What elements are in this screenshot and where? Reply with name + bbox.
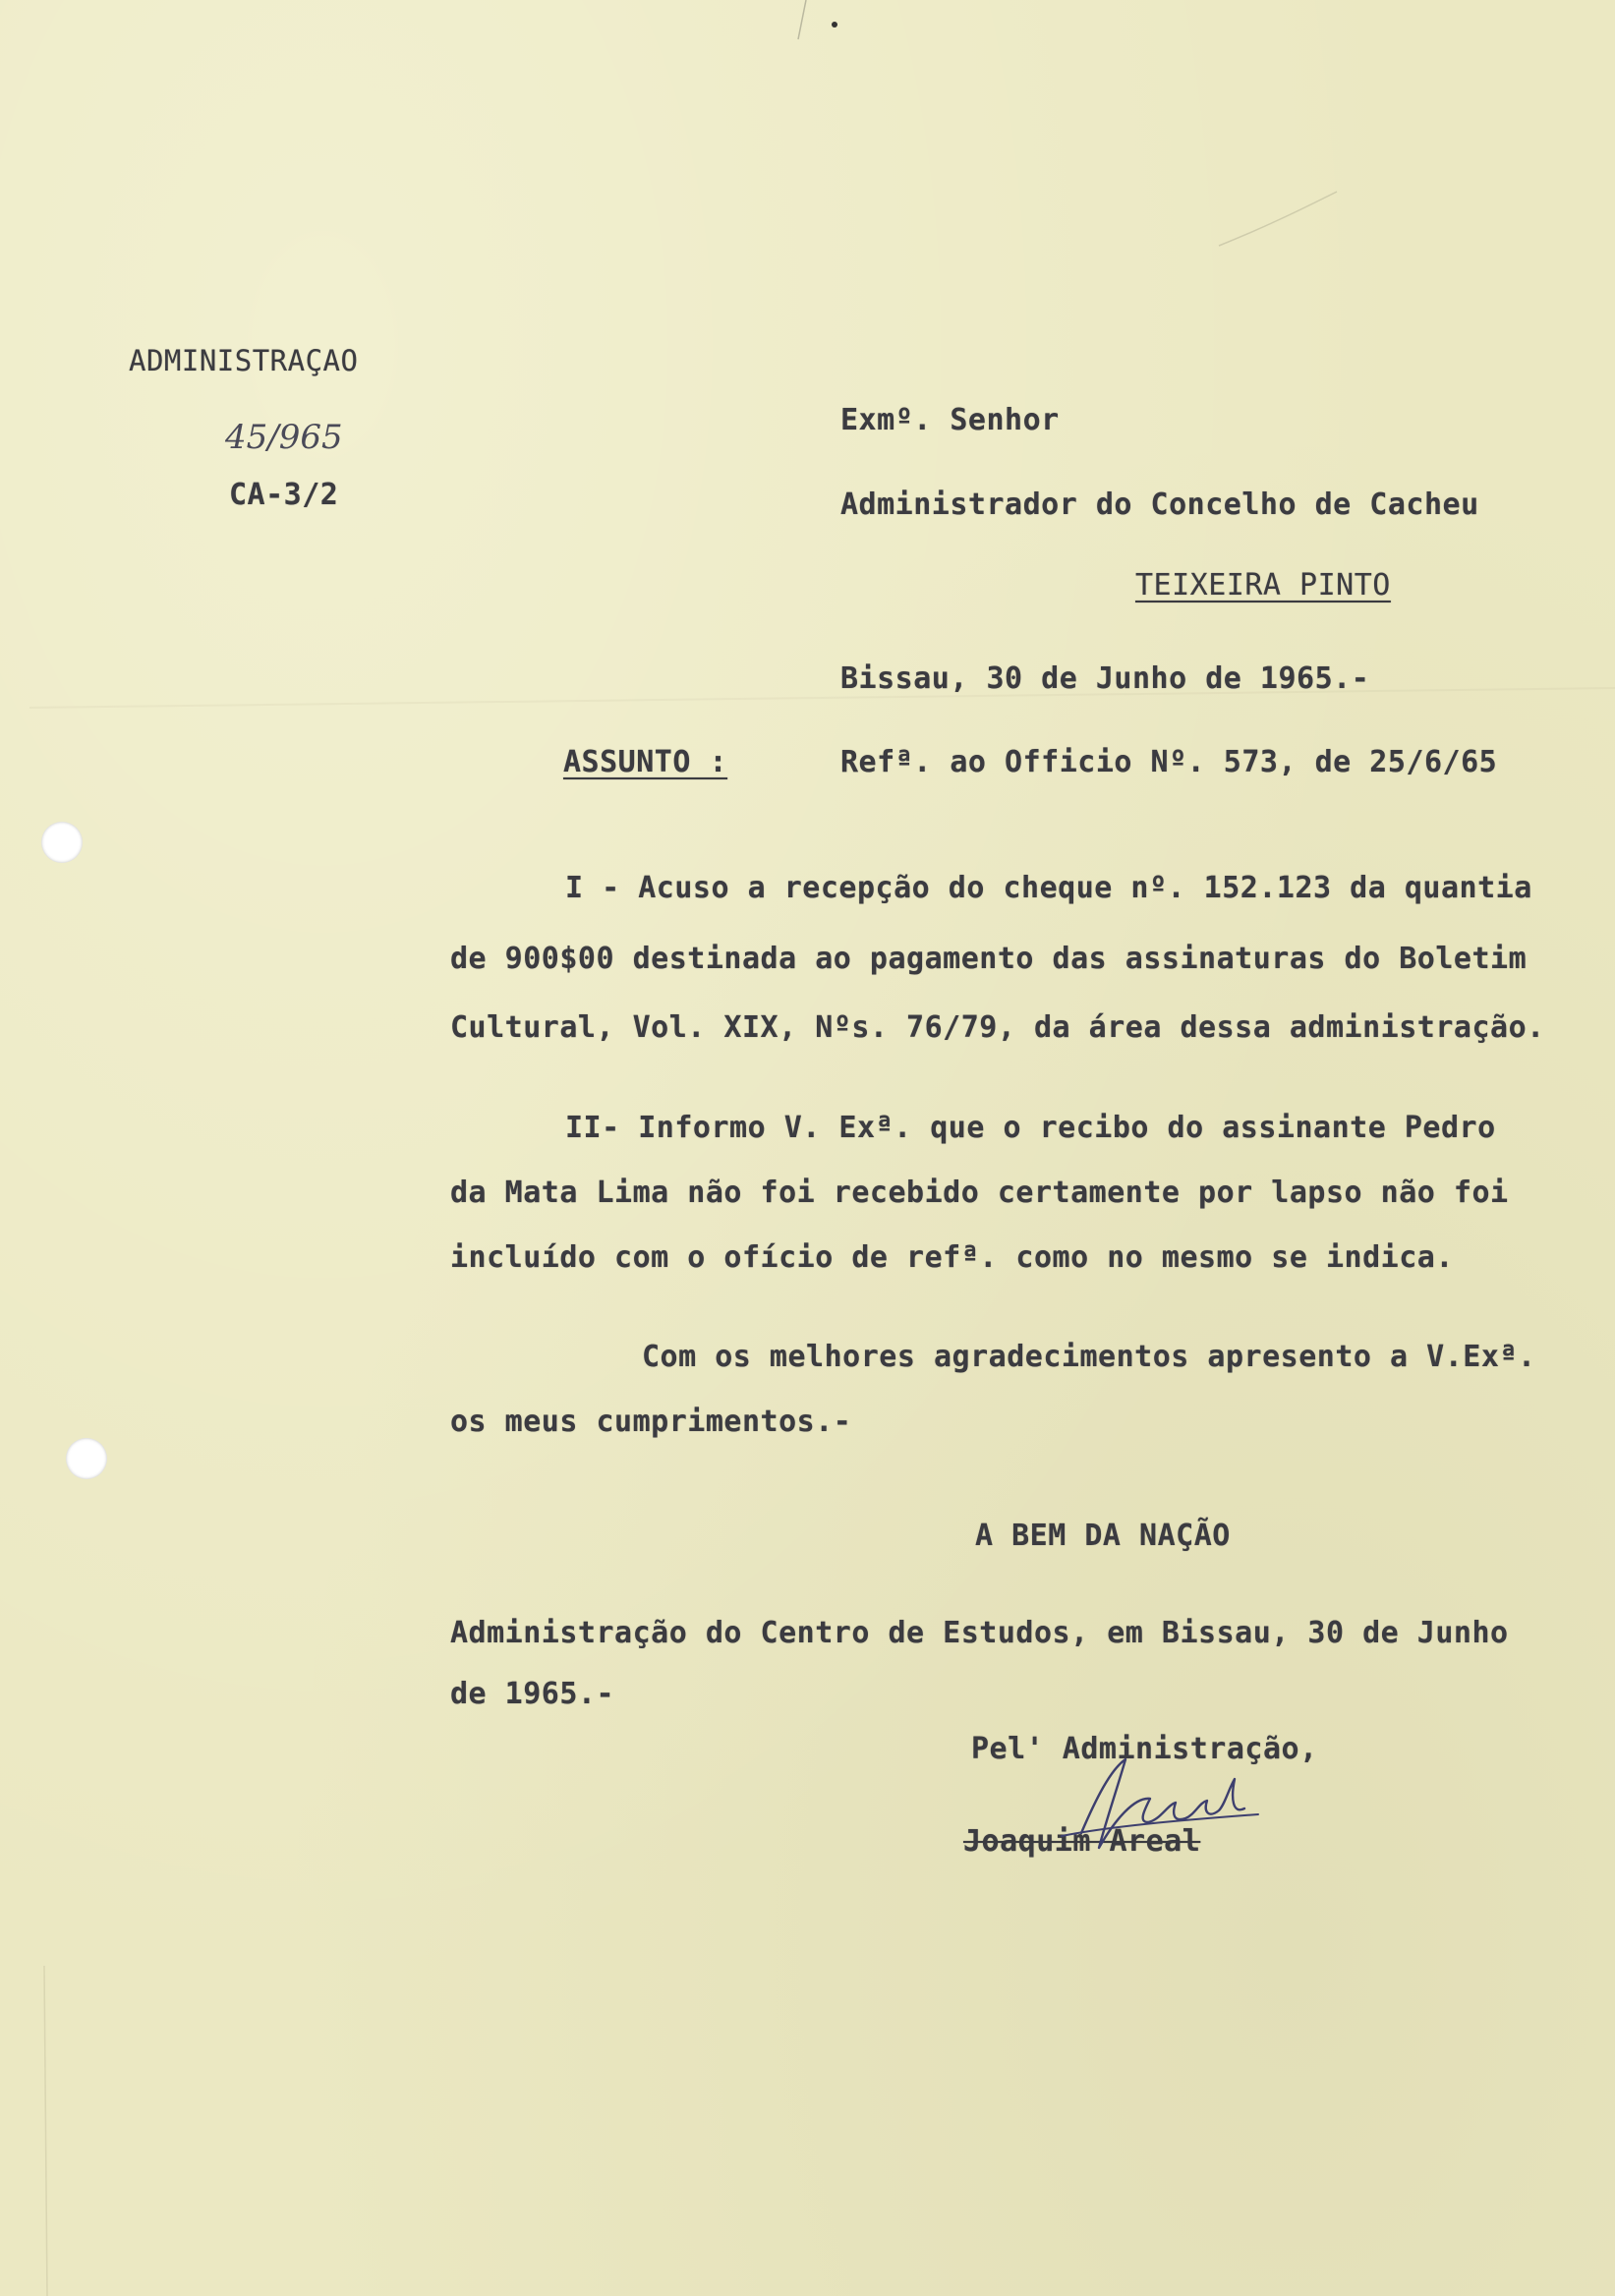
- paragraph-2-line-2: da Mata Lima não foi recebido certamente por lapso não foi: [450, 1176, 1509, 1210]
- closing-motto: A BEM DA NAÇÃO: [975, 1519, 1231, 1553]
- paragraph-1-line-1: I - Acuso a recepção do cheque nº. 152.123 da quantia: [565, 871, 1532, 905]
- subject-label: ASSUNTO :: [563, 745, 728, 779]
- place-date-line-2: de 1965.-: [450, 1677, 615, 1711]
- department-heading: ADMINISTRAÇAO: [129, 344, 359, 377]
- paragraph-1-line-3: Cultural, Vol. XIX, Nºs. 76/79, da área dessa administração.: [450, 1010, 1545, 1045]
- date-line: Bissau, 30 de Junho de 1965.-: [840, 661, 1370, 696]
- handwritten-ref-number: 45/965: [225, 418, 343, 457]
- place-date-line-1: Administração do Centro de Estudos, em Bissau, 30 de Junho: [450, 1616, 1509, 1650]
- paragraph-3-line-1: Com os melhores agradecimentos apresento a V.Exª.: [642, 1340, 1536, 1374]
- subject-text: Refª. ao Officio Nº. 573, de 25/6/65: [840, 745, 1498, 779]
- paragraph-1-line-2: de 900$00 destinada ao pagamento das assinaturas do Boletim: [450, 942, 1528, 976]
- ink-dot: [832, 22, 837, 28]
- punch-hole-top: [41, 822, 83, 863]
- signature-intro: Pel' Administração,: [971, 1732, 1318, 1766]
- addressee-location: TEIXEIRA PINTO: [1135, 568, 1391, 603]
- handwritten-signature: [1042, 1740, 1278, 1867]
- ref-code: CA-3/2: [229, 478, 339, 512]
- paragraph-2-line-1: II- Informo V. Exª. que o recibo do assinante Pedro: [565, 1111, 1496, 1145]
- paragraph-3-line-2: os meus cumprimentos.-: [450, 1405, 852, 1439]
- punch-hole-bottom: [66, 1438, 107, 1479]
- salutation: Exmº. Senhor: [840, 403, 1060, 437]
- signatory-name: Joaquim Areal: [963, 1824, 1201, 1859]
- paragraph-2-line-3: incluído com o ofício de refª. como no mesmo se indica.: [450, 1240, 1454, 1275]
- addressee-title: Administrador do Concelho de Cacheu: [840, 488, 1479, 522]
